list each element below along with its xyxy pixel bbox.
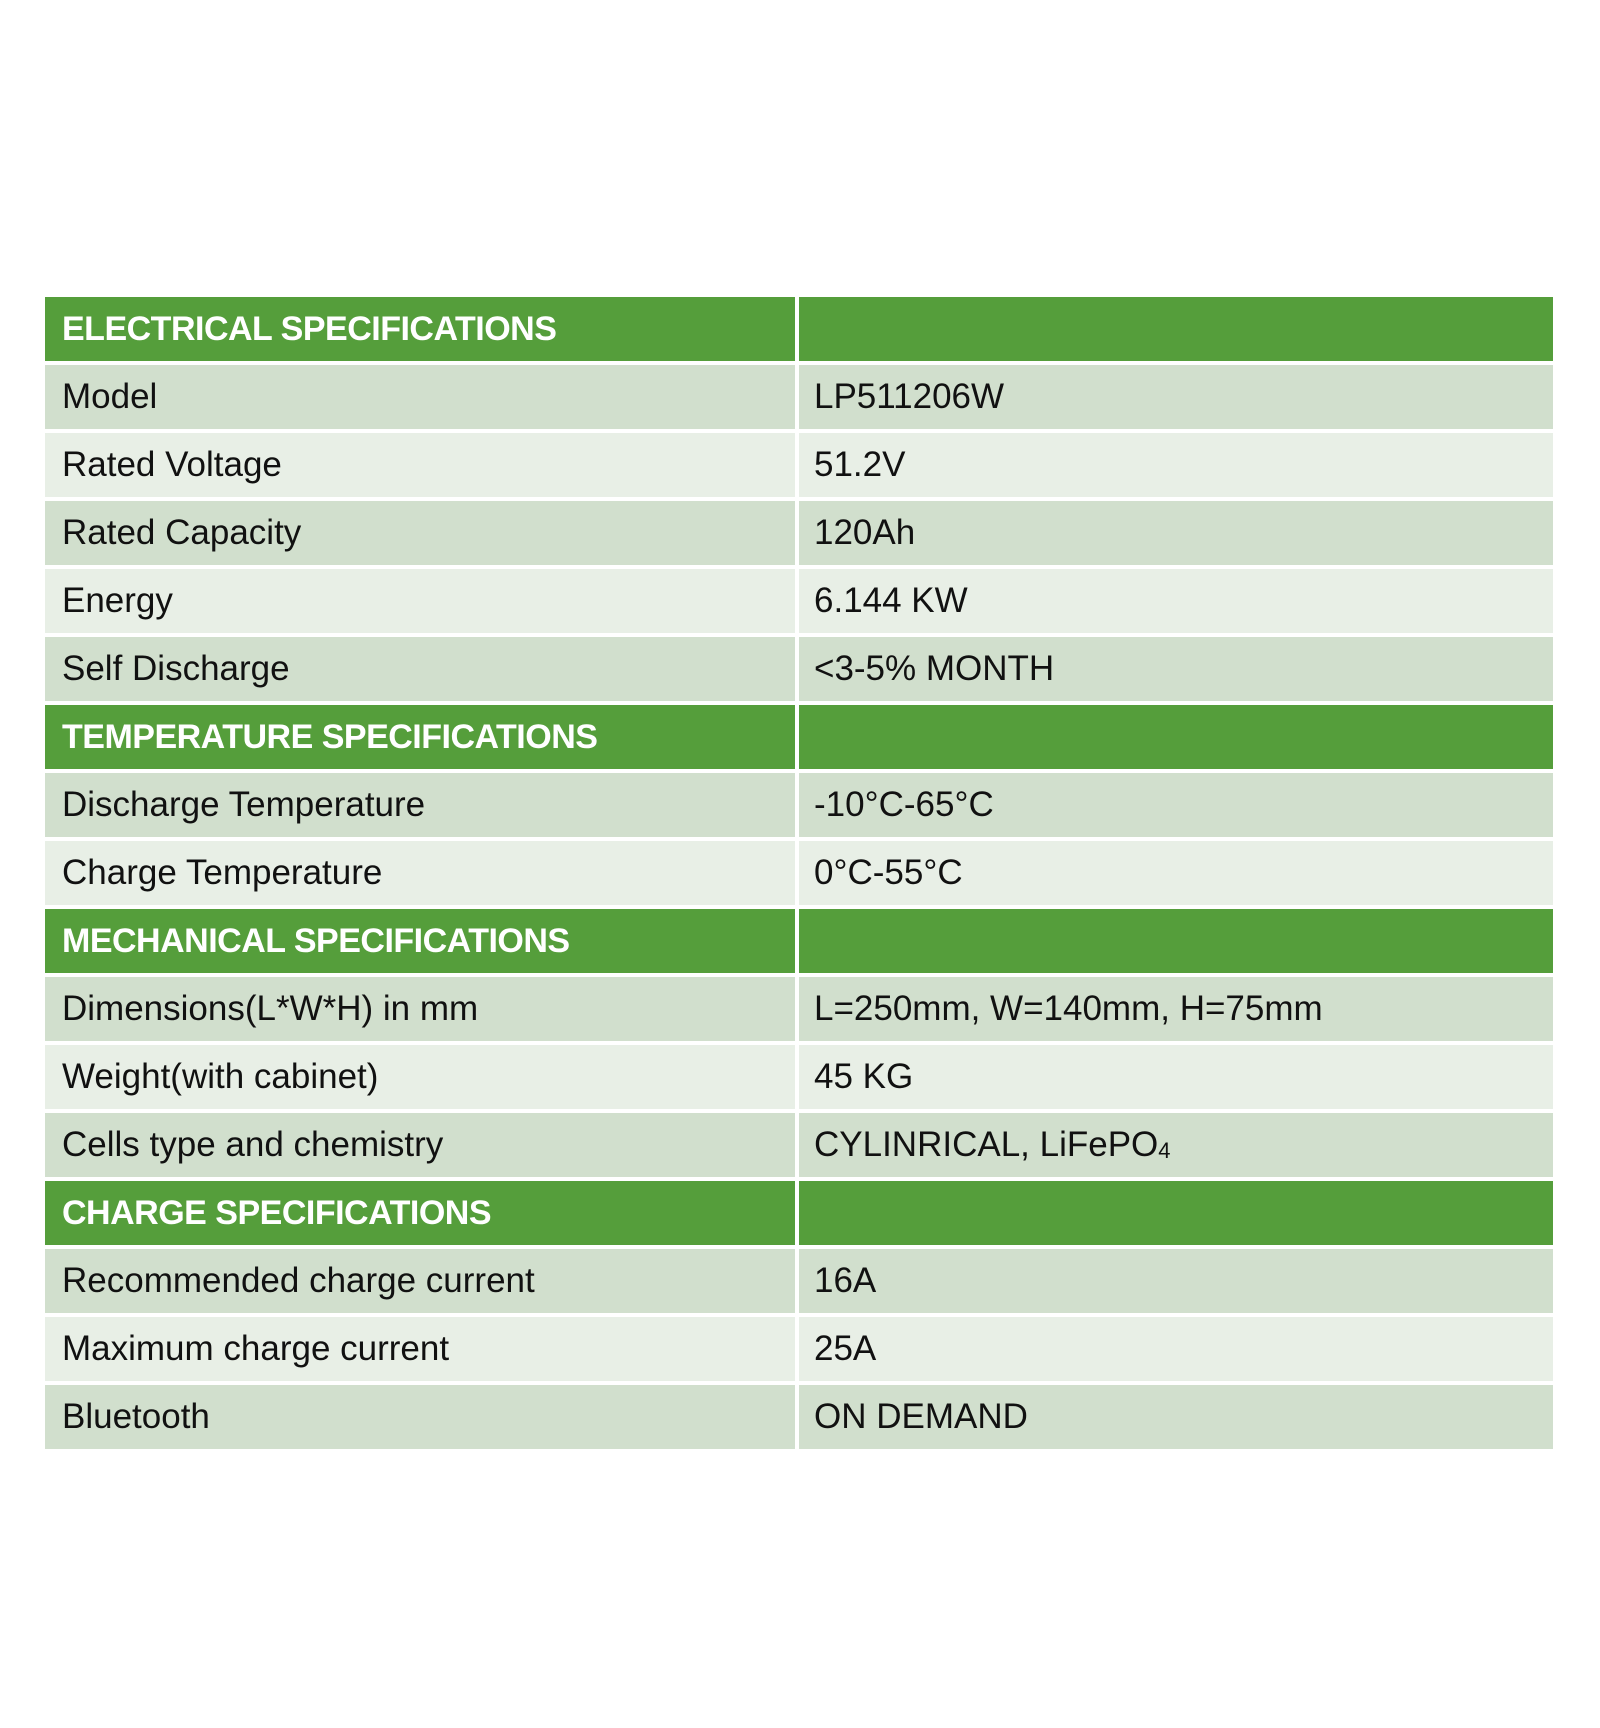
spec-value: LP511206W <box>814 377 1005 416</box>
section-header-empty-cell <box>799 297 1553 361</box>
spec-value: 120Ah <box>814 513 916 552</box>
spec-value: 45 KG <box>814 1057 914 1096</box>
section-title: CHARGE SPECIFICATIONS <box>45 1181 799 1245</box>
spec-label: Dimensions(L*W*H) in mm <box>45 977 799 1041</box>
spec-value: 16A <box>814 1261 877 1300</box>
spec-value: 51.2V <box>814 445 906 484</box>
spec-label: Maximum charge current <box>45 1317 799 1381</box>
spec-value: ON DEMAND <box>814 1397 1028 1436</box>
section-title: TEMPERATURE SPECIFICATIONS <box>45 705 799 769</box>
spec-value: 0°C-55°C <box>814 853 963 892</box>
spec-label: Energy <box>45 569 799 633</box>
table-row <box>45 977 1553 1045</box>
spec-value: <3-5% MONTH <box>814 649 1055 688</box>
spec-label: Bluetooth <box>45 1385 799 1449</box>
section-header-charge <box>45 1181 1553 1249</box>
spec-label: Self Discharge <box>45 637 799 701</box>
table-row <box>45 365 1553 433</box>
spec-label: Discharge Temperature <box>45 773 799 837</box>
spec-value-subscript: 4 <box>1158 1138 1171 1163</box>
table-row <box>45 501 1553 569</box>
spec-value: 6.144 KW <box>814 581 968 620</box>
table-row <box>45 1385 1553 1449</box>
spec-label: Charge Temperature <box>45 841 799 905</box>
section-title: MECHANICAL SPECIFICATIONS <box>45 909 799 973</box>
table-row <box>45 1249 1553 1317</box>
table-row <box>45 637 1553 705</box>
spec-label: Rated Voltage <box>45 433 799 497</box>
spec-value-cell <box>799 1113 1553 1177</box>
table-row <box>45 841 1553 909</box>
table-row <box>45 1113 1553 1181</box>
table-row <box>45 773 1553 841</box>
spec-label: Model <box>45 365 799 429</box>
table-row <box>45 433 1553 501</box>
section-title: ELECTRICAL SPECIFICATIONS <box>45 297 799 361</box>
spec-label: Recommended charge current <box>45 1249 799 1313</box>
section-header-mechanical <box>45 909 1553 977</box>
section-header-electrical <box>45 297 1553 365</box>
table-row <box>45 569 1553 637</box>
spec-value: -10°C-65°C <box>814 785 994 824</box>
spec-value: L=250mm, W=140mm, H=75mm <box>814 989 1323 1028</box>
spec-table <box>45 297 1553 1449</box>
section-header-empty-cell <box>799 1181 1553 1245</box>
table-row <box>45 1317 1553 1385</box>
spec-label: Rated Capacity <box>45 501 799 565</box>
table-row <box>45 1045 1553 1113</box>
spec-label: Weight(with cabinet) <box>45 1045 799 1109</box>
spec-label: Cells type and chemistry <box>45 1113 799 1177</box>
section-header-empty-cell <box>799 909 1553 973</box>
spec-value: 25A <box>814 1329 877 1368</box>
section-header-temperature <box>45 705 1553 773</box>
spec-value: CYLINRICAL, LiFePO <box>814 1125 1159 1164</box>
section-header-empty-cell <box>799 705 1553 769</box>
